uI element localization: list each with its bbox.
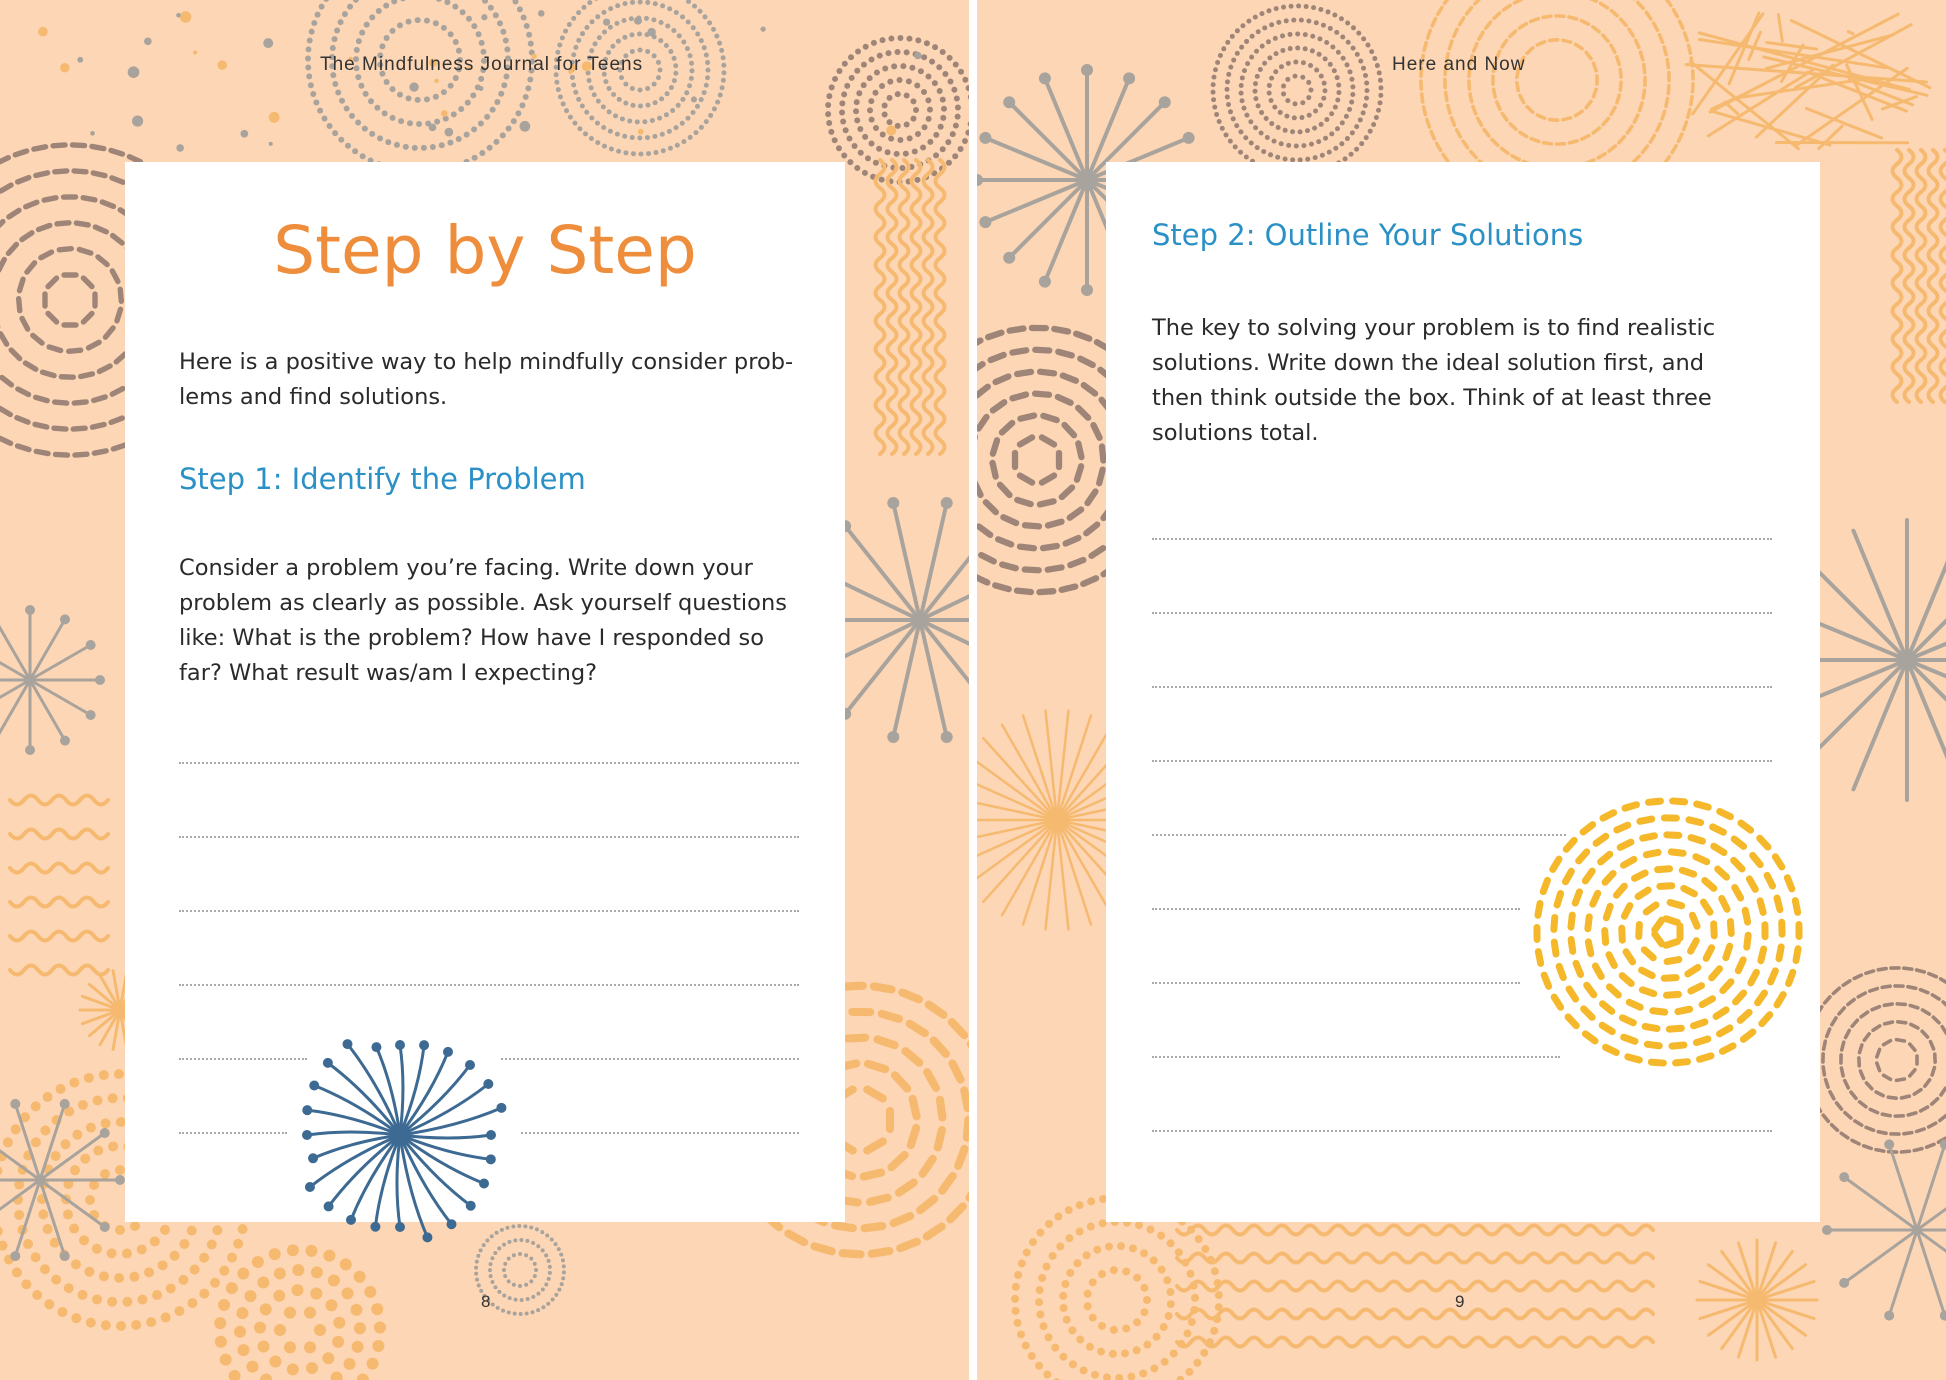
step-2-text-line-1: The key to solving your problem is to find realistic bbox=[1152, 315, 1716, 341]
step-1-text-line-3: like: What is the problem? How have I responded so bbox=[179, 625, 765, 651]
writing-line[interactable] bbox=[1152, 538, 1772, 540]
page-title: Step by Step bbox=[273, 212, 697, 289]
writing-line[interactable] bbox=[179, 836, 799, 838]
worksheet-card-left bbox=[125, 162, 845, 1222]
writing-line[interactable] bbox=[179, 984, 799, 986]
left-page bbox=[0, 0, 969, 1380]
writing-line[interactable] bbox=[1152, 834, 1566, 836]
step-2-text-line-2: solutions. Write down the ideal solution first, and bbox=[1152, 350, 1705, 376]
step-1-text-line-4: far? What result was/am I expecting? bbox=[179, 660, 598, 686]
step-2-text-line-3: then think outside the box. Think of at least three bbox=[1152, 385, 1712, 411]
writing-line[interactable] bbox=[1152, 686, 1772, 688]
page-number-right: 9 bbox=[1455, 1292, 1465, 1311]
step-2-text-line-4: solutions total. bbox=[1152, 420, 1319, 446]
writing-line[interactable] bbox=[1152, 1056, 1560, 1058]
writing-line[interactable] bbox=[1152, 1130, 1772, 1132]
step-1-heading: Step 1: Identify the Problem bbox=[179, 462, 586, 496]
step-1-text-line-2: problem as clearly as possible. Ask yourself questions bbox=[179, 590, 787, 616]
worksheet-card-right bbox=[1106, 162, 1820, 1222]
writing-line[interactable] bbox=[179, 762, 799, 764]
writing-line[interactable] bbox=[521, 1132, 799, 1134]
writing-line[interactable] bbox=[1152, 760, 1772, 762]
writing-line[interactable] bbox=[1152, 982, 1520, 984]
writing-line[interactable] bbox=[1152, 908, 1520, 910]
page-number-left: 8 bbox=[481, 1292, 491, 1311]
intro-line-2: lems and find solutions. bbox=[179, 384, 448, 410]
right-page bbox=[977, 0, 1946, 1380]
running-head-left: The Mindfulness Journal for Teens bbox=[320, 54, 644, 75]
step-1-text-line-1: Consider a problem you’re facing. Write down your bbox=[179, 555, 753, 581]
running-head-right: Here and Now bbox=[1392, 54, 1526, 75]
step-2-heading: Step 2: Outline Your Solutions bbox=[1152, 218, 1584, 252]
writing-line[interactable] bbox=[501, 1058, 799, 1060]
writing-line[interactable] bbox=[179, 1058, 307, 1060]
writing-line[interactable] bbox=[179, 910, 799, 912]
writing-line[interactable] bbox=[179, 1132, 287, 1134]
writing-line[interactable] bbox=[1152, 612, 1772, 614]
intro-line-1: Here is a positive way to help mindfully consider prob- bbox=[179, 349, 794, 375]
